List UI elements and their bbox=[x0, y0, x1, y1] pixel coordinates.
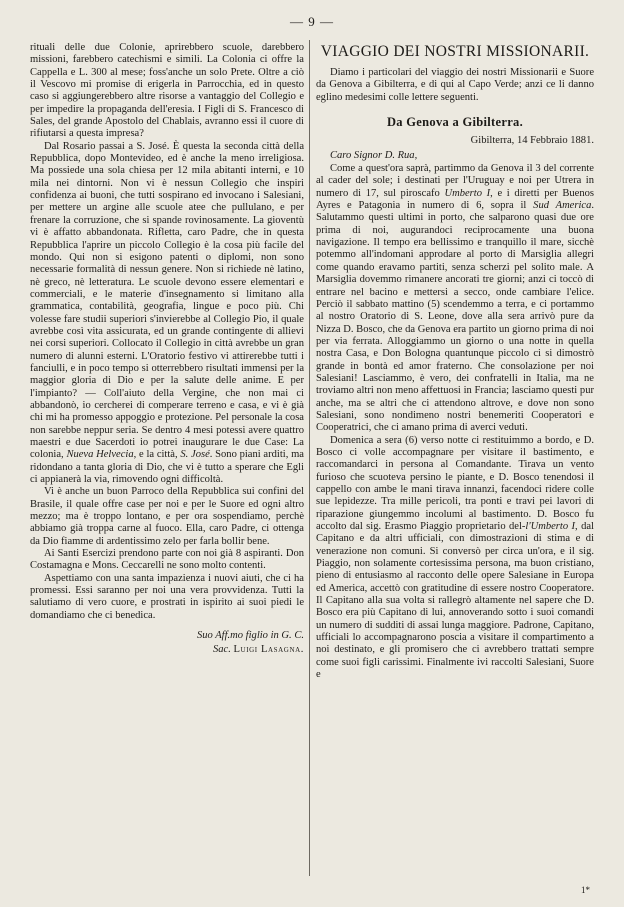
right-paragraph-1-b: , e i diretti per Buenos Ayres e Patagonia in numero di 6, sopra il bbox=[316, 187, 594, 212]
sud-america-italic: Sud America bbox=[533, 200, 592, 212]
left-paragraph-2-mid: , e la città, bbox=[133, 449, 181, 461]
left-paragraph-2-text: Dal Rosario passai a S. José. È questa la seconda città della Repubblica, dopo Montevideo, ed è anche la meno irreligiosa. Ma possiede una sola chiesa per 12 mila abitanti interni, e 10 mila nei dintorni. Non vi è nessun Collegio che inspiri confidenza ai buoni, che tutti sospirano ed invocano i Salesiani, per mettere un argine alle scuole atee che pullulano, e per frenare la corruzione, che si spande rovinosamente. La gioventù vi è affatto abbandonata. Rifletta, caro Padre, che in questa Repubblica l'aprire un piccolo Collegio è la cosa più facile del mondo. Qui non si esigono patenti o diplomi, non sono necessarie formalità di nessun genere. Non si richiede nè latino, nè greco, nè letteratura. Le scuole devono essere elementari e commerciali, e le materie d'insegnamento si limitano alla grammatica, contabilità, geografia, lingue e poco più. Chi volesse fare studii superiori s'invierebbe al Collegio Pio, il quale avrebbe così vita assicurata, ed un grande contingente di allievi nei corsi superiori. Collocato il Collegio in città avrebbe un gran numero di alunni esterni. L'Oratorio festivo vi attirerebbe tutti i fanciulli, e in poco tempo si otterrebbero risultati immensi per la maggior gloria di Dio e per la salute delle anime. E per l'impianto? — Coll'aiuto della Vergine, che non mai ci abbandonò, io cercherei di comperare terreno e casa, e vi è già chi mi ha promesso appoggio e protezione. Pel personale la cosa non sarebbe neppur seria. Se dentro 4 mesi potessi avere quattro maestri e due Sacerdoti io potrei inaugurare le due Case: La colonia, bbox=[30, 140, 304, 461]
right-paragraph-2 bbox=[316, 435, 594, 682]
san-jose-italic: S. José bbox=[180, 449, 210, 461]
right-column bbox=[316, 42, 594, 682]
signature-mark: 1* bbox=[581, 885, 590, 895]
page-number: — 9 — bbox=[290, 14, 334, 29]
left-paragraph-1: rituali delle due Colonie, aprirebbero scuole, darebbero missioni, farebbero catechismi e simili. La Colonia ci offre la Cappella e L. 300 al mese; foss'anche un solo Prete. Oltre a ciò il Vescovo mi promise di erigerla in Parrocchia, ed in questo caso si aggiungerebbero altre risorse a vantaggio del Collegio e per impedire la propaganda dell'eresia. I Figli di S. Francesco di Sales, del grande Apostolo del Chablais, avranno essi il cuore di rifiutarsi a questa impresa? bbox=[30, 42, 304, 140]
umberto-italic: Umberto I bbox=[444, 187, 491, 199]
umberto-italic-2: l'Umberto I bbox=[525, 521, 576, 533]
left-paragraph-5: Aspettiamo con una santa impazienza i nuovi aiuti, che ci ha promessi. Essi saranno per noi una vera provvidenza. Tutti la salutiamo di vero cuore, e prostrati in ispirito ai suoi piedi le domandiamo che ci benedica. bbox=[30, 572, 304, 621]
right-paragraph-1-c: . Salutammo questi ultimi in porto, che salparono quasi due ore prima di noi, augurandoci reciprocamente una buona navigazione. Il tempo era bellissimo e tranquillo il mare, sicchè potemmo all'indomani approdare al porto di Marsiglia allegri come quando eravamo partiti, senza scherzi pel solito male. A Marsiglia dovemmo rimanere ancorati tre giorni; anzi ci toccò di entrare nel bacino e mettersi a secco, onde cambiare l'elice. Perciò il sabbato mattino (5) scendemmo a terra, e ci portammo al nostro Oratorio di S. Leone, dove alla sera arrivò pure da Nizza D. Bosco, che da Genova era partito un giorno prima di noi per via ferrata. Alloggiammo un giorno o una notte in quella nostra Casa, e Don Bologna quantunque piccolo ci si dimostrò grande in bontà ed amor fraterno. Che consolazione per noi Salesiani! Lasciammo, è vero, dei confratelli in Italia, ma ne troviamo altri non meno affettuosi in Francia; lasciamo questi pur anche, ma se altri che ci attendono altrove, e dove non sono Salesiani, sono nondimeno nostri benemeriti Cooperatori e Cooperatrici, che ci amano prima di averci veduti. bbox=[316, 200, 594, 434]
right-paragraph-2-b: , dal Capitano e da altri ufficiali, con dimostrazioni di stima e di venerazione non comuni. Si conversò per circa un'ora, e il sig. Piaggio, non solamente cortesissima persona, ma buon cristiano, pieno di entusiasmo al racconto delle opere Salesiane in Europa ed America, accettò con gratitudine di essere nostro Cooperatore. Il Capitano alla sua volta si rallegrò altamente nel sapere che D. Bosco era più Capitano di lui, annoverando sotto i suoi comandi un numero di sudditi di assai lunga maggiore. Padrone, Capitano, ufficiali lo accompagnarono poscia a visitare il compartimento a noi destinato, e gli promisero che ci avrebbero trattati sempre come suoi figli carissimi. Finalmente ivi raccolti Salesiani, Suore e bbox=[316, 521, 594, 681]
nueva-helvecia-italic: Nueva Helvecia bbox=[66, 449, 134, 461]
left-paragraph-2-end: . Sono piani arditi, ma ridondano a tanta gloria di Dio, che vi è tutto a sperare che Egli ci appianerà la via, rimovendo ogni difficoltà. bbox=[30, 449, 304, 486]
left-paragraph-4: Ai Santi Esercizi prendono parte con noi già 8 aspiranti. Don Costamagna e Mons. Ceccarelli ne sono molto contenti. bbox=[30, 548, 304, 572]
letter-dateline: Gibilterra, 14 Febbraio 1881. bbox=[470, 135, 594, 147]
left-paragraph-2 bbox=[30, 141, 304, 487]
right-paragraph-1-a: Come a quest'ora saprà, partimmo da Genova il 3 del corrente al cader del sole; i destinati per l'Uruguay e noi per Utrera in numero di 17, sul piroscafo bbox=[316, 163, 594, 199]
left-column bbox=[30, 42, 304, 656]
signature-name-line bbox=[30, 644, 304, 656]
column-divider bbox=[309, 40, 310, 876]
article-intro: Diamo i particolari del viaggio dei nostri Missionarii e Suore da Genova a Gibilterra, e di qui al Capo Verde; anzi ce li danno eglino medesimi colle lettere seguenti. bbox=[316, 67, 594, 103]
signature-name: Luigi Lasagna. bbox=[233, 643, 304, 655]
article-title: VIAGGIO DEI NOSTRI MISSIONARII. bbox=[320, 43, 590, 60]
letter-salutation: Caro Signor D. Rua, bbox=[330, 149, 418, 161]
left-paragraph-3: Vi è anche un buon Parroco della Repubblica sui confini del Brasile, il quale offre case per noi e per le Suore ed ogni altro mezzo; ma è troppo lontano, e per ora sospendiamo, perchè abbiamo già troppa carne al fuoco. Ella, caro Padre, ci ottenga da Dio fiamme di ardentissimo zelo per farla bollir bene. bbox=[30, 486, 304, 547]
right-paragraph-2-a: Domenica a sera (6) verso notte ci restituimmo a bordo, e D. Bosco ci volle accompagnare per visitare il bastimento, e raccomandarci in persona al Comandante. Tirava un vento furioso che scuoteva persino le piante, e D. Bosco tenendosi il cappello con ambe le mani tirava innanzi, facendoci ridere colle sue lepidezze. Tra mille pericoli, tra ponti e travi pei lavori di riparazione giungemmo incolumi al bastimento. D. Bosco fu accolto dal sig. Erasmo Piaggio proprietario del- bbox=[316, 434, 594, 533]
right-paragraph-1 bbox=[316, 163, 594, 435]
signature-line: Suo Aff.mo figlio in G. C. bbox=[196, 630, 304, 642]
section-subtitle: Da Genova a Gibilterra. bbox=[386, 115, 524, 130]
signature-prefix: Sac. bbox=[212, 643, 231, 655]
